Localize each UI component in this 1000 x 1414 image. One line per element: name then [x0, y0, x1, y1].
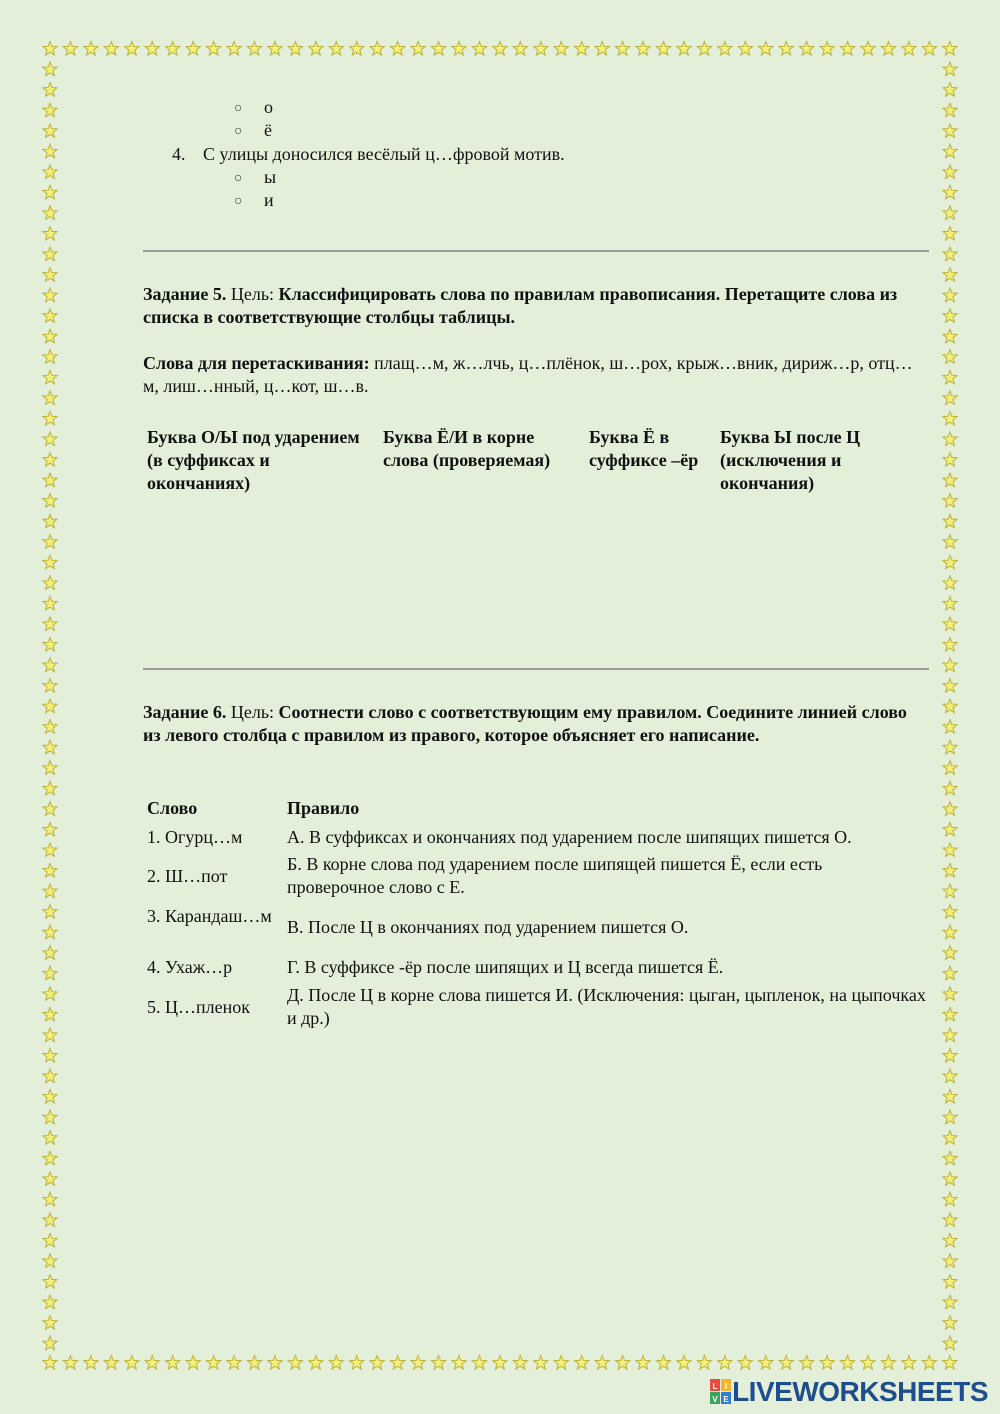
border-star-icon	[43, 185, 57, 199]
border-star-icon	[943, 1172, 957, 1186]
border-star-icon	[636, 42, 650, 56]
border-star-icon	[943, 1110, 957, 1124]
border-star-icon	[800, 42, 814, 56]
border-star-icon	[43, 946, 57, 960]
border-star-icon	[943, 103, 957, 117]
border-star-icon	[697, 42, 711, 56]
border-star-icon	[943, 679, 957, 693]
border-star-icon	[43, 596, 57, 610]
svg-text:V: V	[712, 1395, 718, 1404]
border-star-icon	[943, 1213, 957, 1227]
border-star-icon	[943, 987, 957, 1001]
border-star-icon	[43, 1336, 57, 1350]
task5-label: Задание 5.	[143, 284, 227, 304]
border-star-icon	[943, 1356, 957, 1370]
task6-label: Задание 6.	[143, 702, 227, 722]
border-star-icon	[309, 1356, 323, 1370]
border-star-icon	[595, 42, 609, 56]
border-star-icon	[759, 1356, 773, 1370]
border-star-icon	[943, 864, 957, 878]
border-star-icon	[43, 822, 57, 836]
border-star-icon	[554, 42, 568, 56]
option-bullet-icon: ○	[234, 194, 243, 209]
border-star-icon	[575, 1356, 589, 1370]
border-star-icon	[43, 268, 57, 282]
border-star-icon	[186, 1356, 200, 1370]
border-star-icon	[207, 42, 221, 56]
border-star-icon	[943, 699, 957, 713]
border-star-icon	[370, 1356, 384, 1370]
border-star-icon	[943, 535, 957, 549]
task5-words-label: Слова для перетаскивания:	[143, 353, 370, 373]
border-star-icon	[943, 802, 957, 816]
border-star-icon	[309, 42, 323, 56]
option-bullet-icon: ○	[234, 124, 243, 139]
drop-column-header[interactable]: Буква Ё в суффиксе –ёр	[589, 427, 699, 470]
border-star-icon	[43, 699, 57, 713]
drop-column-header[interactable]: Буква Ы после Ц (исключения и окончания)	[720, 427, 861, 493]
option-bullet-icon: ○	[234, 171, 243, 186]
match-rule[interactable]: Г. В суффиксе -ёр после шипящих и Ц всегда пишется Ё.	[287, 957, 724, 977]
border-star-icon	[943, 42, 957, 56]
border-star-icon	[43, 925, 57, 939]
svg-text:L: L	[712, 1382, 718, 1391]
border-star-icon	[350, 42, 364, 56]
border-star-icon	[247, 42, 261, 56]
border-star-icon	[697, 1356, 711, 1370]
border-star-icon	[943, 268, 957, 282]
border-star-icon	[227, 42, 241, 56]
border-star-icon	[63, 42, 77, 56]
border-star-icon	[186, 42, 200, 56]
border-star-icon	[43, 247, 57, 261]
border-star-icon	[43, 206, 57, 220]
task5-words-list[interactable]: плащ…м, ж…лчь, ц…плёнок, ш…рох, крыж…вник, дириж…р, отц…м, лиш…нный, ц…кот, ш…в.	[143, 353, 913, 396]
border-star-icon	[288, 42, 302, 56]
svg-text:E: E	[723, 1395, 729, 1404]
option-bullet-icon: ○	[234, 101, 243, 116]
border-star-icon	[616, 1356, 630, 1370]
border-star-icon	[43, 165, 57, 179]
match-word[interactable]: 2. Ш…пот	[147, 866, 228, 886]
border-star-icon	[43, 1254, 57, 1268]
border-star-icon	[431, 1356, 445, 1370]
border-star-icon	[943, 884, 957, 898]
border-star-icon	[43, 740, 57, 754]
border-star-icon	[84, 42, 98, 56]
border-star-icon	[391, 42, 405, 56]
border-star-icon	[43, 144, 57, 158]
border-star-icon	[43, 658, 57, 672]
border-star-icon	[43, 227, 57, 241]
border-star-icon	[861, 1356, 875, 1370]
task5-goal: Классифицировать слова по правилам правописания. Перетащите слова из списка в соответствующие столбцы таблицы.	[143, 284, 898, 327]
border-star-icon	[943, 1151, 957, 1165]
border-star-icon	[43, 1295, 57, 1309]
border-star-icon	[43, 1110, 57, 1124]
border-star-icon	[943, 453, 957, 467]
border-star-icon	[943, 144, 957, 158]
border-star-icon	[943, 822, 957, 836]
border-star-icon	[145, 1356, 159, 1370]
task5-heading	[143, 283, 923, 329]
border-star-icon	[513, 1356, 527, 1370]
border-star-icon	[595, 1356, 609, 1370]
svg-text:I: I	[724, 1382, 728, 1391]
border-star-icon	[656, 42, 670, 56]
border-star-icon	[943, 329, 957, 343]
border-star-icon	[943, 1275, 957, 1289]
border-star-icon	[943, 1254, 957, 1268]
border-star-icon	[575, 42, 589, 56]
border-star-icon	[943, 83, 957, 97]
border-star-icon	[800, 1356, 814, 1370]
border-star-icon	[943, 761, 957, 775]
border-star-icon	[943, 1090, 957, 1104]
border-star-icon	[43, 884, 57, 898]
border-star-icon	[943, 1048, 957, 1062]
border-star-icon	[943, 1069, 957, 1083]
border-star-icon	[84, 1356, 98, 1370]
border-star-icon	[779, 1356, 793, 1370]
border-star-icon	[943, 288, 957, 302]
border-star-icon	[452, 42, 466, 56]
border-star-icon	[943, 62, 957, 76]
border-star-icon	[431, 42, 445, 56]
border-star-icon	[43, 637, 57, 651]
border-star-icon	[493, 42, 507, 56]
border-star-icon	[902, 1356, 916, 1370]
q4-number: 4.	[172, 144, 186, 164]
q4-text: С улицы доносился весёлый ц…фровой мотив.	[203, 144, 565, 164]
border-star-icon	[452, 1356, 466, 1370]
border-star-icon	[861, 42, 875, 56]
task5-goal-label: Цель:	[230, 284, 275, 304]
border-star-icon	[125, 42, 139, 56]
match-word[interactable]: 4. Ухаж…р	[147, 957, 233, 977]
border-star-icon	[227, 1356, 241, 1370]
border-star-icon	[881, 42, 895, 56]
border-star-icon	[43, 802, 57, 816]
border-star-icon	[43, 576, 57, 590]
match-rule[interactable]: Б. В корне слова под ударением после шипящей пишется Ё, если есть проверочное слово с Е.	[287, 854, 823, 897]
border-star-icon	[779, 42, 793, 56]
border-star-icon	[43, 1090, 57, 1104]
border-star-icon	[616, 42, 630, 56]
border-star-icon	[943, 966, 957, 980]
section-divider	[143, 668, 929, 670]
border-star-icon	[943, 1007, 957, 1021]
logo-text: LIVEWORKSHEETS	[732, 1376, 988, 1407]
border-star-icon	[677, 1356, 691, 1370]
drop-column-header[interactable]: Буква О/Ы под ударением (в суффиксах и окончаниях)	[147, 427, 360, 493]
border-star-icon	[43, 781, 57, 795]
border-star-icon	[534, 42, 548, 56]
border-star-icon	[350, 1356, 364, 1370]
live-badge-icon	[710, 1379, 732, 1405]
border-star-icon	[738, 1356, 752, 1370]
border-star-icon	[943, 370, 957, 384]
match-word[interactable]: 5. Ц…пленок	[147, 997, 250, 1017]
border-star-icon	[43, 1151, 57, 1165]
border-star-icon	[943, 1336, 957, 1350]
border-star-icon	[943, 1316, 957, 1330]
border-star-icon	[820, 42, 834, 56]
border-star-icon	[43, 987, 57, 1001]
border-star-icon	[43, 391, 57, 405]
border-star-icon	[943, 1028, 957, 1042]
q4-option-2[interactable]: и	[264, 190, 274, 210]
border-star-icon	[43, 720, 57, 734]
border-star-icon	[43, 555, 57, 569]
border-star-icon	[759, 42, 773, 56]
border-star-icon	[43, 432, 57, 446]
border-star-icon	[472, 42, 486, 56]
border-star-icon	[943, 432, 957, 446]
border-star-icon	[288, 1356, 302, 1370]
q3-option-1[interactable]: о	[264, 97, 273, 117]
border-star-icon	[207, 1356, 221, 1370]
border-star-icon	[247, 1356, 261, 1370]
border-star-icon	[43, 124, 57, 138]
border-star-icon	[943, 843, 957, 857]
border-star-icon	[943, 309, 957, 323]
column-header-rule: Правило	[287, 798, 360, 818]
border-star-icon	[943, 227, 957, 241]
border-star-icon	[922, 42, 936, 56]
border-star-icon	[943, 124, 957, 138]
border-star-icon	[943, 596, 957, 610]
border-star-icon	[43, 514, 57, 528]
border-star-icon	[43, 42, 57, 56]
border-star-icon	[166, 42, 180, 56]
border-star-icon	[43, 1316, 57, 1330]
border-star-icon	[943, 637, 957, 651]
border-star-icon	[943, 1192, 957, 1206]
border-star-icon	[43, 617, 57, 631]
border-star-icon	[943, 946, 957, 960]
border-star-icon	[43, 1028, 57, 1042]
border-star-icon	[943, 576, 957, 590]
border-star-icon	[43, 473, 57, 487]
border-star-icon	[943, 720, 957, 734]
border-star-icon	[718, 42, 732, 56]
border-star-icon	[43, 1213, 57, 1227]
border-star-icon	[43, 1233, 57, 1247]
match-rule[interactable]: А. В суффиксах и окончаниях под ударением после шипящих пишется О.	[287, 827, 852, 847]
border-star-icon	[145, 42, 159, 56]
border-star-icon	[43, 864, 57, 878]
border-star-icon	[943, 617, 957, 631]
border-star-icon	[43, 679, 57, 693]
match-word[interactable]: 1. Огурц…м	[147, 827, 243, 847]
border-star-icon	[411, 42, 425, 56]
border-star-icon	[513, 42, 527, 56]
q4-option-1[interactable]: ы	[264, 167, 277, 187]
border-star-icon	[902, 42, 916, 56]
border-star-icon	[943, 411, 957, 425]
border-star-icon	[943, 494, 957, 508]
section-divider	[143, 250, 929, 252]
border-star-icon	[943, 165, 957, 179]
border-star-icon	[268, 42, 282, 56]
border-star-icon	[738, 42, 752, 56]
q3-option-2[interactable]: ё	[264, 120, 272, 140]
border-star-icon	[411, 1356, 425, 1370]
border-star-icon	[472, 1356, 486, 1370]
border-star-icon	[943, 247, 957, 261]
border-star-icon	[329, 42, 343, 56]
border-star-icon	[554, 1356, 568, 1370]
border-star-icon	[43, 411, 57, 425]
border-star-icon	[943, 781, 957, 795]
border-star-icon	[943, 905, 957, 919]
border-star-icon	[43, 370, 57, 384]
border-star-icon	[43, 1048, 57, 1062]
task6-goal: Соотнести слово с соответствующим ему правилом. Соедините линией слово из левого столбца с правилом из правого, которое объясняет его написание.	[143, 702, 907, 745]
border-star-icon	[43, 535, 57, 549]
border-star-icon	[43, 103, 57, 117]
border-star-icon	[329, 1356, 343, 1370]
border-star-icon	[43, 1172, 57, 1186]
border-star-icon	[43, 1069, 57, 1083]
match-word[interactable]: 3. Карандаш…м	[147, 906, 272, 926]
border-star-icon	[534, 1356, 548, 1370]
border-star-icon	[840, 1356, 854, 1370]
column-header-word: Слово	[147, 798, 198, 818]
border-star-icon	[63, 1356, 77, 1370]
border-star-icon	[43, 761, 57, 775]
border-star-icon	[43, 494, 57, 508]
border-star-icon	[104, 42, 118, 56]
border-star-icon	[881, 1356, 895, 1370]
border-star-icon	[43, 350, 57, 364]
border-star-icon	[43, 309, 57, 323]
border-star-icon	[636, 1356, 650, 1370]
border-star-icon	[840, 42, 854, 56]
border-star-icon	[43, 329, 57, 343]
border-star-icon	[922, 1356, 936, 1370]
border-star-icon	[943, 185, 957, 199]
border-star-icon	[43, 1356, 57, 1370]
border-star-icon	[943, 206, 957, 220]
border-star-icon	[43, 1007, 57, 1021]
border-star-icon	[125, 1356, 139, 1370]
border-star-icon	[104, 1356, 118, 1370]
border-star-icon	[943, 555, 957, 569]
border-star-icon	[43, 288, 57, 302]
task5-words	[143, 352, 923, 398]
border-star-icon	[43, 453, 57, 467]
border-star-icon	[43, 843, 57, 857]
border-star-icon	[43, 905, 57, 919]
task6-heading	[143, 701, 923, 747]
border-star-icon	[43, 62, 57, 76]
border-star-icon	[943, 740, 957, 754]
border-star-icon	[677, 42, 691, 56]
border-star-icon	[391, 1356, 405, 1370]
border-star-icon	[943, 1233, 957, 1247]
border-star-icon	[268, 1356, 282, 1370]
match-rule[interactable]: В. После Ц в окончаниях под ударением пишется О.	[287, 917, 689, 937]
border-star-icon	[43, 1192, 57, 1206]
border-star-icon	[820, 1356, 834, 1370]
border-star-icon	[943, 391, 957, 405]
liveworksheets-logo	[710, 1376, 988, 1408]
border-star-icon	[943, 658, 957, 672]
border-star-icon	[166, 1356, 180, 1370]
border-star-icon	[943, 1131, 957, 1145]
match-rule[interactable]: Д. После Ц в корне слова пишется И. (Исключения: цыган, цыпленок, на цыпочках и др.)	[287, 985, 926, 1028]
border-star-icon	[943, 473, 957, 487]
border-star-icon	[943, 350, 957, 364]
drop-column-header[interactable]: Буква Ё/И в корне слова (проверяемая)	[383, 427, 551, 470]
border-star-icon	[718, 1356, 732, 1370]
border-star-icon	[43, 1275, 57, 1289]
border-star-icon	[43, 1131, 57, 1145]
border-star-icon	[656, 1356, 670, 1370]
task6-goal-label: Цель:	[230, 702, 275, 722]
border-star-icon	[943, 514, 957, 528]
border-star-icon	[43, 966, 57, 980]
border-star-icon	[943, 1295, 957, 1309]
border-star-icon	[370, 42, 384, 56]
border-star-icon	[43, 83, 57, 97]
border-star-icon	[493, 1356, 507, 1370]
border-star-icon	[943, 925, 957, 939]
